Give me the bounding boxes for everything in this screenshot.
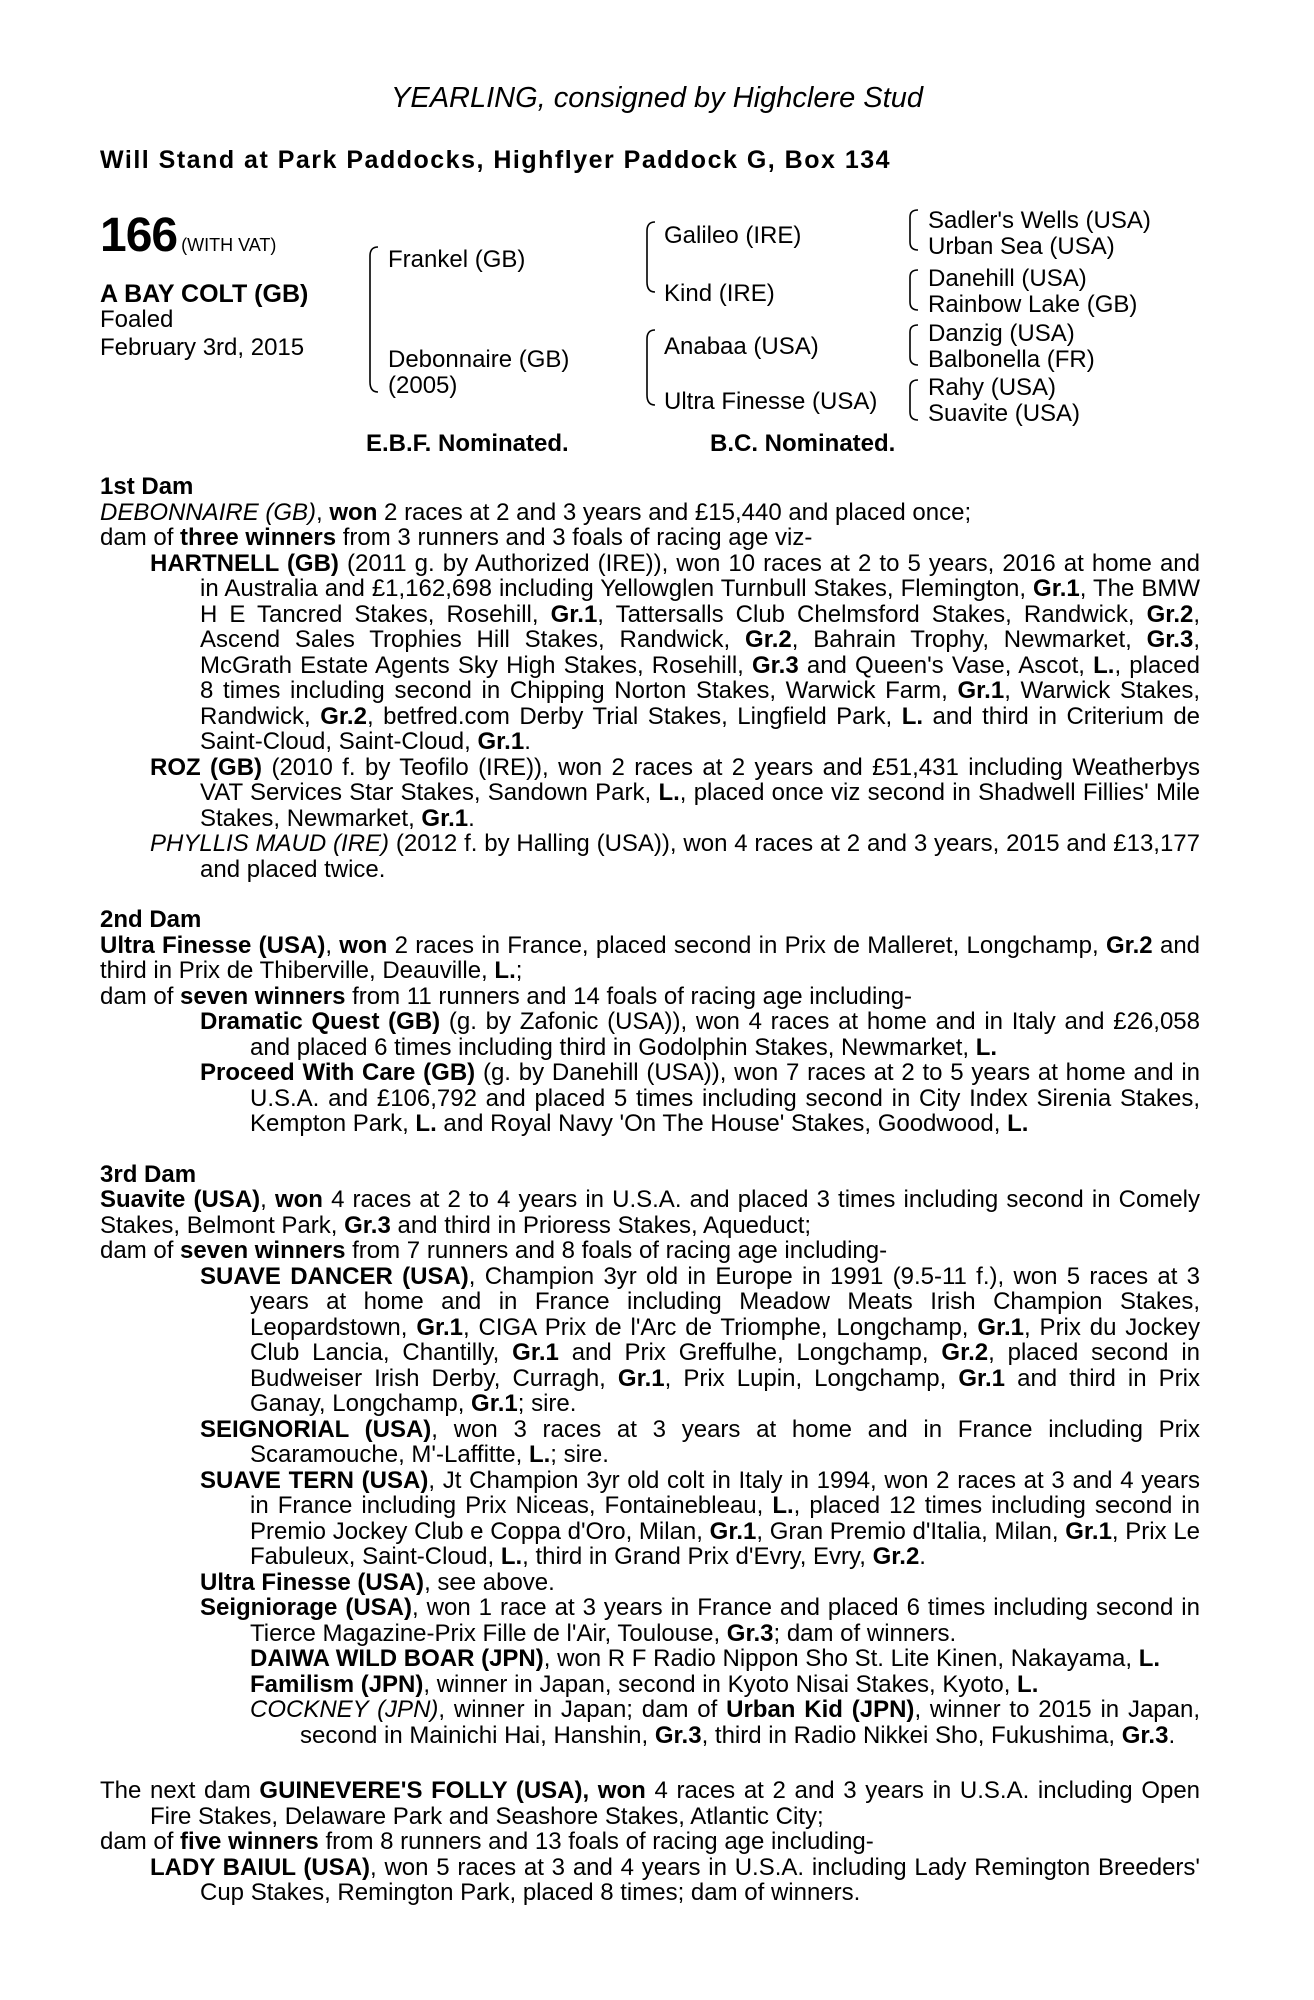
bracket-dam [647,330,655,405]
dam-intro: DEBONNAIRE (GB), won 2 races at 2 and 3 years and £15,440 and placed once; [100,498,972,526]
progeny-entry: SEIGNORIAL (USA), won 3 races at 3 years at home and in France including Prix Scaramouche, M'-Laffitte, L.; sire. [200,1415,1201,1468]
vat-note: (WITH VAT) [181,235,277,255]
progeny-entry: PHYLLIS MAUD (IRE) (2012 f. by Halling (USA)), won 4 races at 2 and 3 years, 2015 and £13,177 and placed twice. [150,830,1200,883]
progeny-name: SUAVE TERN (USA) [200,1466,429,1494]
pedigree-dam-sire: Anabaa (USA) [664,333,819,360]
progeny-entry: Dramatic Quest (GB) (g. by Zafonic (USA)), won 4 races at home and in Italy and £26,058 and placed 6 times including third in Godolphin Stakes, Newmarket, L. [200,1008,1200,1061]
lot-number: 166 [100,209,178,262]
section-heading: 3rd Dam [100,1160,197,1188]
dam-of-line: dam of five winners from 8 runners and 13 foals of racing age including- [100,1828,874,1855]
pedigree-g1: Sadler's Wells (USA) [928,207,1151,234]
page-title: YEARLING, consigned by Highclere Stud [391,82,923,114]
progeny-name: Proceed With Care (GB) [200,1059,476,1086]
pedigree-g8: Suavite (USA) [928,400,1081,427]
bracket-g3 [910,325,918,365]
progeny-name: Familism (JPN) [250,1670,424,1698]
dam-intro: The next dam GUINEVERE'S FOLLY (USA), won 4 races at 2 and 3 years in U.S.A. including Open Fire Stakes, Delaware Park and Seashore Stakes, Atlantic City; [100,1777,1201,1830]
pedigree-g5: Danzig (USA) [928,320,1075,347]
section-3rd-dam [100,1162,1200,1749]
pedigree-dam-year: (2005) [388,372,458,399]
stand-location: Will Stand at Park Paddocks, Highflyer Paddock G, Box 134 [100,146,892,174]
grand-progeny-entry: DAIWA WILD BOAR (JPN), won R F Radio Nippon Sho St. Lite Kinen, Nakayama, L. [250,1645,1161,1672]
section-heading: 2nd Dam [100,906,202,933]
ebf-nominated: E.B.F. Nominated. [366,430,569,457]
bracket-g2 [910,270,918,310]
section-1st-dam [100,474,1200,882]
pedigree-g7: Rahy (USA) [928,374,1057,401]
progeny-entry: Seigniorage (USA), won 1 race at 3 years in France and placed 6 times including second in Tierce Magazine-Prix Fille de l'Air, Toulouse, Gr.3; dam of winners. [200,1594,1200,1647]
foaled-label: Foaled [100,306,174,333]
progeny-entry: SUAVE DANCER (USA), Champion 3yr old in Europe in 1991 (9.5-11 f.), won 5 races at 3 years at home and in France including Meadow Meats Irish Champion Stakes, Leopardstown, Gr.1, CIGA Prix de l'Arc de Triomphe, Longchamp, Gr.1, Prix du Jockey Club Lancia, Chantilly, Gr.1 and Prix Greffulhe, Longchamp, Gr.2, placed second in Budweiser Irish Derby, Curragh, Gr.1, Prix Lupin, Longchamp, Gr.1 and third in Prix Ganay, Longchamp, Gr.1; sire. [200,1262,1201,1417]
progeny-name: Seigniorage (USA) [200,1594,412,1621]
bracket-g4 [910,380,918,420]
section-heading: 1st Dam [100,473,194,500]
progeny-name: PHYLLIS MAUD (IRE) [150,830,390,857]
pedigree-dam: Debonnaire (GB) [388,346,570,373]
section-2nd-dam [100,907,1200,1137]
section-next-dam [100,1778,1200,1906]
catalogue-body [100,474,1200,1906]
pedigree-sire: Frankel (GB) [388,246,526,273]
bc-nominated: B.C. Nominated. [710,430,896,457]
dam-intro: Ultra Finesse (USA), won 2 races in France, placed second in Prix de Malleret, Longchamp, Gr.2 and third in Prix de Thiberville, Deauville, L.; [100,931,1201,984]
foaled-date: February 3rd, 2015 [100,334,305,361]
progeny-entry: SUAVE TERN (USA), Jt Champion 3yr old colt in Italy in 1994, won 2 races at 3 and 4 years in France including Prix Niceas, Fontainebleau, L., placed 12 times including second in Premio Jockey Club e Coppa d'Oro, Milan, Gr.1, Gran Premio d'Italia, Milan, Gr.1, Prix Le Fabuleux, Saint-Cloud, L., third in Grand Prix d'Evry, Evry, Gr.2. [200,1466,1201,1570]
dam-of-line: dam of seven winners from 7 runners and 8 foals of racing age including- [100,1237,888,1264]
progeny-name: SUAVE DANCER (USA) [200,1262,469,1290]
bracket-g1 [910,210,918,250]
dam-of-line: dam of three winners from 3 runners and 3 foals of racing age viz- [100,524,813,551]
pedigree-dam-dam: Ultra Finesse (USA) [664,388,878,415]
bracket-sire-dam [370,247,378,392]
pedigree-g6: Balbonella (FR) [928,346,1095,373]
progeny-name: SEIGNORIAL (USA) [200,1415,432,1443]
bracket-sire [647,222,655,292]
progeny-entry: LADY BAIUL (USA), won 5 races at 3 and 4 years in U.S.A. including Lady Remington Breeders' Cup Stakes, Remington Park, placed 8 times; dam of winners. [150,1853,1201,1906]
pedigree-sire-sire: Galileo (IRE) [664,222,802,249]
progeny-name: LADY BAIUL (USA) [150,1853,371,1881]
grand-progeny-entry: Familism (JPN), winner in Japan, second in Kyoto Nisai Stakes, Kyoto, L. [250,1670,1039,1698]
progeny-name: DAIWA WILD BOAR (JPN) [250,1645,544,1672]
dam-intro: Suavite (USA), won 4 races at 2 to 4 years in U.S.A. and placed 3 times including second in Comely Stakes, Belmont Park, Gr.3 and third in Prioress Stakes, Aqueduct; [100,1186,1201,1239]
progeny-name: COCKNEY (JPN) [250,1696,439,1723]
pedigree-sire-dam: Kind (IRE) [664,280,775,307]
progeny-name: HARTNELL (GB) [150,549,339,577]
lot-name: A BAY COLT (GB) [100,280,309,308]
progeny-entry: ROZ (GB) (2010 f. by Teofilo (IRE)), won 2 races at 2 years and £51,431 including Weatherbys VAT Services Star Stakes, Sandown Park, L., placed once viz second in Shadwell Fillies' Mile Stakes, Newmarket, Gr.1. [150,753,1201,832]
progeny-entry: HARTNELL (GB) (2011 g. by Authorized (IRE)), won 10 races at 2 to 5 years, 2016 at home and in Australia and £1,162,698 including Yellowglen Turnbull Stakes, Flemington, Gr.1, The BMW H E Tancred Stakes, Rosehill, Gr.1, Tattersalls Club Chelmsford Stakes, Randwick, Gr.2, Ascend Sales Trophies Hill Stakes, Randwick, Gr.2, Bahrain Trophy, Newmarket, Gr.3, McGrath Estate Agents Sky High Stakes, Rosehill, Gr.3 and Queen's Vase, Ascot, L., placed 8 times including second in Chipping Norton Stakes, Warwick Farm, Gr.1, Warwick Stakes, Randwick, Gr.2, betfred.com Derby Trial Stakes, Lingfield Park, L. and third in Criterium de Saint-Cloud, Saint-Cloud, Gr.1. [150,549,1201,755]
pedigree-g3: Danehill (USA) [928,265,1087,292]
progeny-entry: Ultra Finesse (USA), see above. [200,1568,555,1596]
pedigree-g2: Urban Sea (USA) [928,233,1115,260]
dam-of-line: dam of seven winners from 11 runners and 14 foals of racing age including- [100,982,913,1010]
progeny-name: ROZ (GB) [150,753,263,781]
dam-name: Ultra Finesse (USA) [100,931,326,959]
progeny-name: Ultra Finesse (USA) [200,1568,425,1596]
progeny-name: Dramatic Quest (GB) [200,1008,441,1035]
dam-name: DEBONNAIRE (GB) [100,498,317,526]
progeny-entry: Proceed With Care (GB) (g. by Danehill (USA)), won 7 races at 2 to 5 years at home and in U.S.A. and £106,792 and placed 5 times including second in City Index Sirenia Stakes, Kempton Park, L. and Royal Navy 'On The House' Stakes, Goodwood, L. [200,1059,1201,1137]
dam-name: Suavite (USA) [100,1186,261,1213]
grand-progeny-entry: COCKNEY (JPN), winner in Japan; dam of Urban Kid (JPN), winner to 2015 in Japan, second in Mainichi Hai, Hanshin, Gr.3, third in Radio Nikkei Sho, Fukushima, Gr.3. [250,1696,1201,1749]
dam-name: GUINEVERE'S FOLLY (USA) [259,1777,583,1804]
pedigree-g4: Rainbow Lake (GB) [928,291,1138,318]
